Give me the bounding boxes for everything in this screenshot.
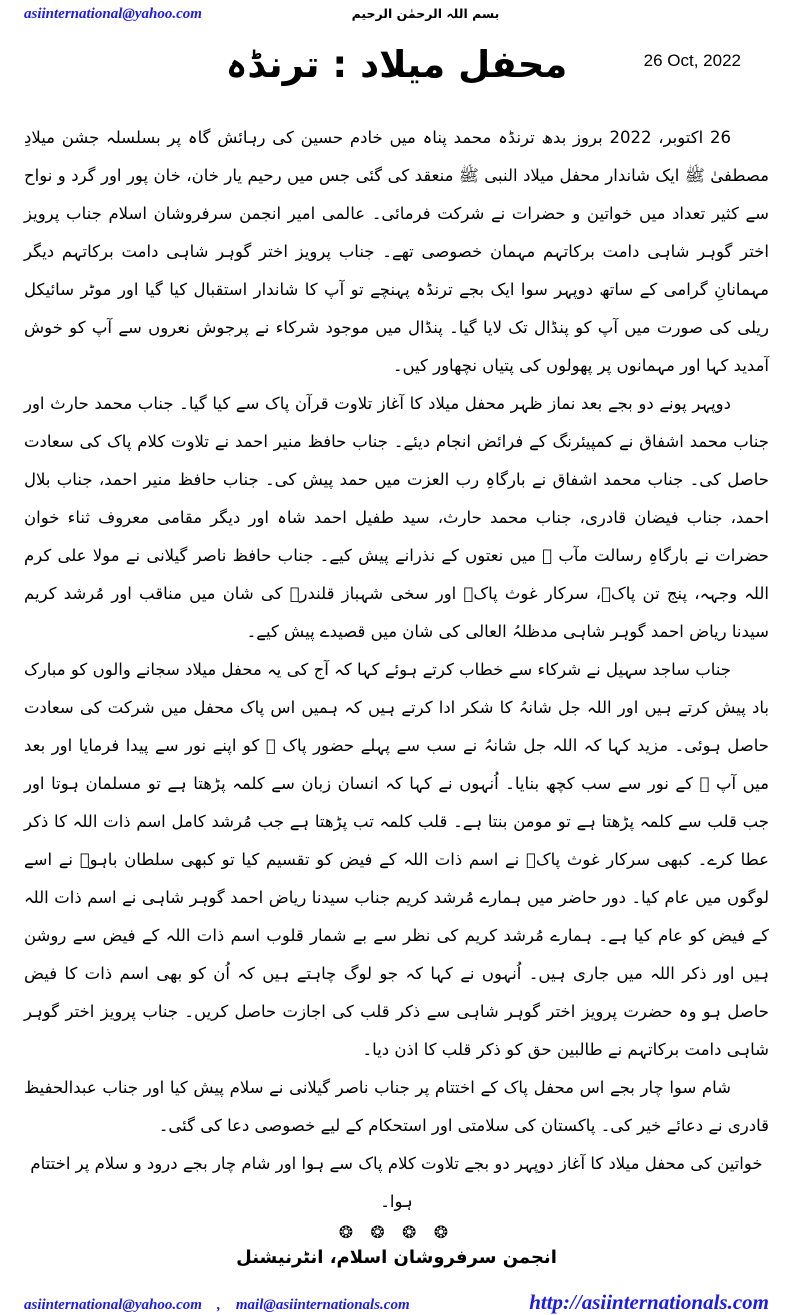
footer-website-link[interactable]: http://asiinternationals.com	[529, 1290, 769, 1314]
report-paragraph-4: شام سوا چار بجے اس محفل پاک کے اختتام پر جناب ناصر گیلانی نے سلام پیش کیا اور جناب عبدالحفیظ قادری نے دعائے خیر کی۔ پاکستان کی سلامتی اور استحکام کے لیے خصوصی دعا کی گئی۔	[24, 1078, 769, 1135]
footer-email-2-link[interactable]: mail@asiinternationals.com	[235, 1297, 410, 1313]
bismillah-text: بسم اللہ الرحمٰن الرحیم	[351, 6, 500, 21]
report-paragraph-1: 26 اکتوبر، 2022 بروز بدھ ترنڈہ محمد پناہ میں خادم حسین کی رہائش گاہ پر بسلسلہ جشن میلادِ مصطفیٰ ﷺ ایک شاندار محفل میلاد النبی ﷺ منعقد کی گئی جس میں رحیم یار خان، خان پور اور گرد و نواح سے کثیر تعداد میں خواتین و حضرات نے شرکت فرمائی۔ عالمی امیر انجمن سرفروشان اسلام جناب پرویز اختر گوہر شاہی دامت برکاتہم مہمان خصوصی تھے۔ جناب پرویز اختر گوہر شاہی دامت برکاتہم دیگر مہمانانِ گرامی کے ساتھ دوپہر سوا ایک بجے ترنڈہ پہنچے تو آپ کا شاندار استقبال کیا گیا اور موٹر سائیکل ریلی کی صورت میں آپ کو پنڈال تک لایا گیا۔ پنڈال میں موجود شرکاء نے پرجوش نعروں سے آپ کو خوش آمدید کہا اور مہمانوں پر پھولوں کی پتیاں نچھاور کیں۔	[24, 128, 769, 375]
page-header	[24, 6, 769, 23]
report-body	[24, 119, 769, 1221]
report-paragraph-3: جناب ساجد سہیل نے شرکاء سے خطاب کرتے ہوئے کہا کہ آج کی یہ محفل میلاد سجانے والوں کو مبارک باد پیش کرتے ہیں اور اللہ جل شانہُ کا شکر ادا کرتے ہیں کہ ہمیں اس پاک محفل میں شرکت کی سعادت حاصل ہوئی۔ مزید کہا کہ اللہ جل شانہُ نے سب سے پہلے حضور پاک ﷺ کو اپنے نور سے پیدا فرمایا اور بعد میں آپ ﷺ کے نور سے سب کچھ بنایا۔ اُنہوں نے کہا کہ انسان زبان سے کلمہ پڑھتا ہے تو مسلمان ہوتا اور جب قلب سے کلمہ پڑھتا ہے تو مومن بنتا ہے۔ قلب کلمہ تب پڑھتا ہے جب مُرشد کامل اسم ذات اللہ کا ذکر عطا کرے۔ کبھی سرکار غوث پاکؒ نے اسم ذات اللہ کے فیض کو تقسیم کیا تو کبھی سلطان باہوؒ نے اسے لوگوں میں عام کیا۔ دور حاضر میں ہمارے مُرشد کریم جناب سیدنا ریاض احمد گوہر شاہی نے اسم ذات اللہ کے فیض کو عام کیا ہے۔ ہمارے مُرشد کریم کی نظر سے بے شمار قلوب اسم ذات اللہ کے فیض سے روشن ہیں اور ذکر اللہ میں جاری ہیں۔ اُنہوں نے کہا کہ جو لوگ چاہتے ہیں کہ اُن کو بھی اسم ذات کا فیض حاصل ہو وہ حضرت پرویز اختر گوہر شاہی سے ذکر قلب کی اجازت حاصل کریں۔ جناب پرویز اختر گوہر شاہی دامت برکاتہم نے طالبین حق کو ذکر قلب کا اذن دیا۔	[24, 660, 770, 1059]
page-title: محفل میلاد : ترنڈہ	[225, 43, 568, 86]
star-ornament: ❂ ❂ ❂ ❂	[338, 1223, 455, 1243]
report-paragraph-5: خواتین کی محفل میلاد کا آغاز دوپہر دو بجے تلاوت کلام پاک سے ہوا اور شام چار بجے درود و سلام پر اختتام ہوا۔	[30, 1154, 763, 1211]
organization-name: انجمن سرفروشان اسلام، انٹرنیشنل	[236, 1247, 557, 1268]
footer-links	[24, 1290, 769, 1315]
header-email-link[interactable]: asiinternational@yahoo.com	[24, 6, 202, 22]
footer-email-1-link[interactable]: asiinternational@yahoo.com	[24, 1297, 202, 1313]
title-block	[24, 25, 769, 105]
footer-separator: ,	[217, 1297, 221, 1313]
date-text: 26 Oct, 2022	[643, 51, 741, 70]
footer-email-group	[24, 1294, 410, 1314]
report-paragraph-2: دوپہر پونے دو بجے بعد نماز ظہر محفل میلاد کا آغاز تلاوت قرآن پاک سے کیا گیا۔ جناب محمد حارث اور جناب محمد اشفاق نے کمپیئرنگ کے فرائض انجام دیئے۔ جناب حافظ منیر احمد نے تلاوت کلام پاک کی سعادت حاصل کی۔ جناب محمد اشفاق نے بارگاہِ رب العزت میں حمد پیش کی۔ جناب حافظ منیر احمد، جناب بلال احمد، جناب فیضان قادری، جناب محمد حارث، سید طفیل احمد شاہ اور دیگر مقامی معروف ثناء خوان حضرات نے بارگاہِ رسالت مآب ﷺ میں نعتوں کے نذرانے پیش کیے۔ جناب حافظ ناصر گیلانی نے مولا علی کرم اللہ وجہہ، پنج تن پاکؑ، سرکار غوث پاکؒ اور سخی شہباز قلندرؒ کی شان میں مناقب اور مُرشد کریم سیدنا ریاض احمد گوہر شاہی مدظلہُ العالی کی شان میں قصیدے پیش کیے۔	[24, 394, 769, 641]
